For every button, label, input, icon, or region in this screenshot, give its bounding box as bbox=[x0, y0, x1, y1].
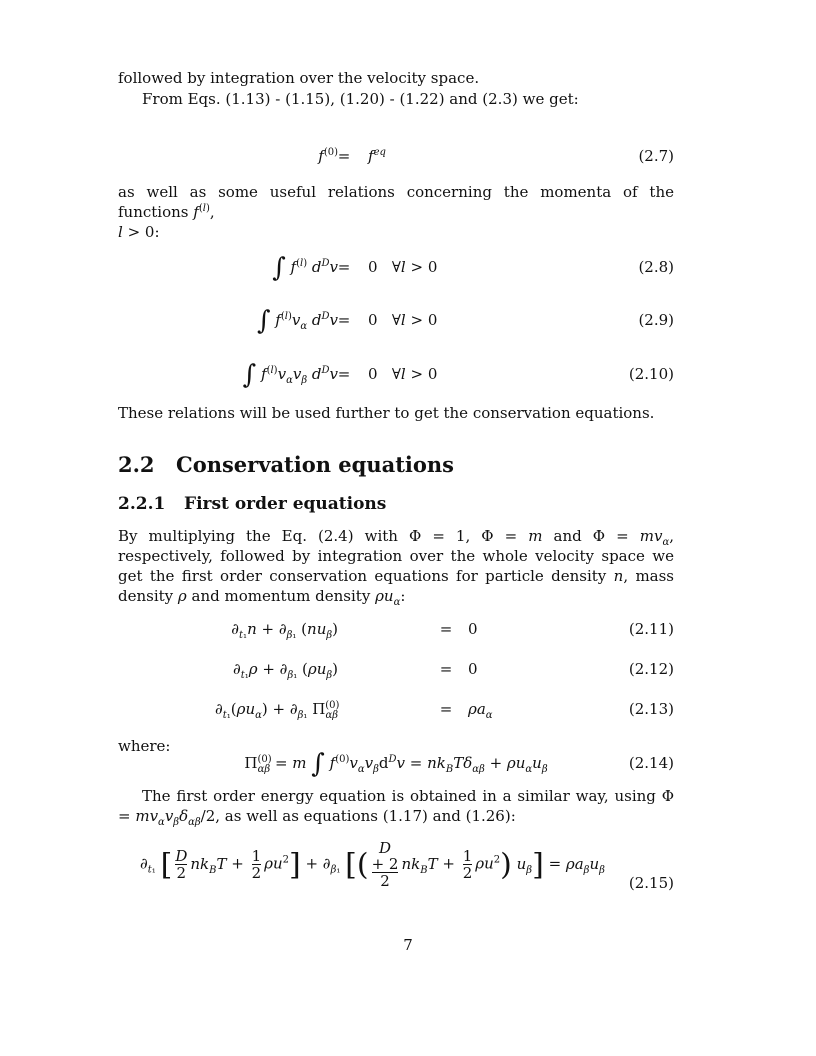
paragraph-3: as well as some useful relations concerning the momenta of the functions $f^{(l)}$, l > 0: bbox=[118, 183, 674, 241]
equation-2-10: ∫ $f^{(l)}v_\alpha v_\beta$ $d^Dv$ = 0 ∀l > 0 (2.10) bbox=[242, 360, 674, 390]
section-heading-2-2: 2.2 Conservation equations bbox=[118, 452, 455, 477]
equation-number: (2.13) bbox=[628, 700, 674, 718]
equation-number: (2.12) bbox=[628, 660, 674, 678]
paragraph-2: From Eqs. (1.13) - (1.15), (1.20) - (1.22) and (2.3) we get: bbox=[142, 90, 579, 108]
equation-number: (2.14) bbox=[628, 754, 674, 772]
subsection-heading-2-2-1: 2.2.1 First order equations bbox=[118, 494, 387, 514]
equation-number: (2.9) bbox=[638, 311, 674, 329]
page-number: 7 bbox=[403, 936, 413, 954]
where-label: where: bbox=[118, 737, 171, 755]
paragraph-6: The first order energy equation is obtained in a similar way, using $\Phi = mv_\alpha v_\beta\delta_{\alpha\beta}/2$, as well as equations (1.17) and (1.26): bbox=[118, 787, 674, 828]
equation-2-11: $\partial_{t_1}n + \partial_{\beta_1}$ $(nu_\beta)$ = 0 (2.11) bbox=[118, 616, 674, 642]
equation-number: (2.11) bbox=[628, 620, 674, 638]
equation-2-12: $\partial_{t_1}\rho + \partial_{\beta_1}$ $(\rho u_\beta)$ = 0 (2.12) bbox=[118, 656, 674, 682]
equation-number: (2.10) bbox=[628, 365, 674, 383]
equation-number: (2.8) bbox=[638, 258, 674, 276]
paragraph-1: followed by integration over the velocity space. bbox=[118, 69, 480, 87]
paragraph-4: These relations will be used further to get the conservation equations. bbox=[118, 404, 655, 422]
equation-2-7: $f^{(0)}$ = $f^{eq}$ (2.7) bbox=[118, 143, 674, 169]
paragraph-5: By multiplying the Eq. (2.4) with Φ = 1, Φ = m and $\Phi = mv_\alpha$, respectively, followed by integration over the whole velocity space we get the first order conservation equations for particle density n, mass density ρ and momentum density $\rho u_\alpha$: bbox=[118, 527, 675, 608]
equation-number: (2.7) bbox=[638, 147, 674, 165]
equation-number: (2.15) bbox=[628, 874, 674, 892]
equation-2-13: $\partial_{t_1}(\rho u_\alpha) + \partial_{\beta_1}$ $\Pi^{(0)}_{\alpha\beta}$ = $\rho a_\alpha$ (2.13) bbox=[118, 696, 674, 722]
equation-2-15: $\partial_{t_1}$ [ $\frac{D}{2}$ $nk_BT$ + $\frac{1}{2}$ $\rho u^2] + \partial_{\beta_1}$ [( D + 2 2 $nk_BT$ + $\frac{1}{2}$ $\rho u^2$) $u_\beta] = \rho a_\beta u_\beta$ (2.15) bbox=[140, 839, 674, 892]
equation-2-9: ∫ $f^{(l)}v_\alpha$ $d^Dv$ = 0 ∀l > 0 (2.9) bbox=[256, 306, 674, 336]
equation-2-14: $\Pi^{(0)}_{\alpha\beta} = m$ ∫ $f^{(0)}v_\alpha v_\beta d^Dv = nk_BT\delta_{\alpha\beta} + \rho u_\alpha u_\beta$ (2.14) bbox=[244, 749, 674, 779]
equation-2-8: ∫ $f^{(l)}$ $d^Dv$ = 0 ∀l > 0 (2.8) bbox=[272, 253, 674, 283]
